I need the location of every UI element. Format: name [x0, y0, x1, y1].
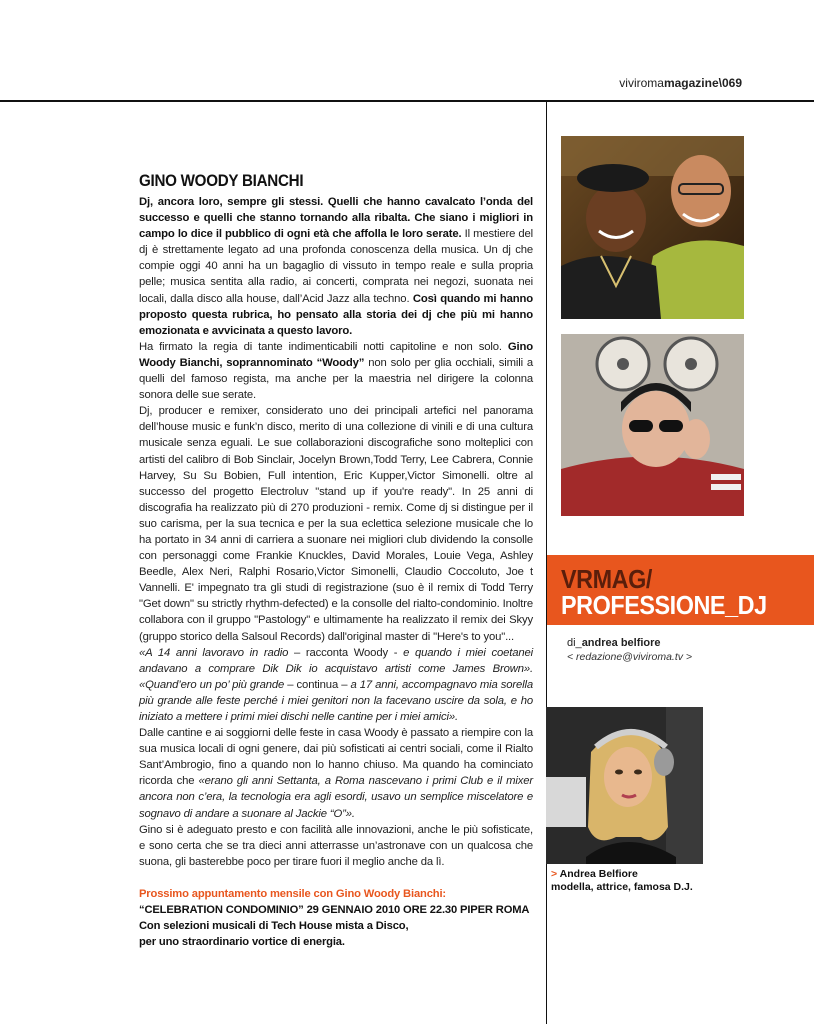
article	[139, 172, 533, 950]
banner-line-2: PROFESSIONE_DJ	[561, 590, 767, 620]
photo-author-headphones	[546, 707, 703, 864]
promo-heading: Prossimo appuntamento mensile con Gino Woody Bianchi:	[139, 887, 446, 900]
column-banner	[547, 555, 814, 625]
author-email: < redazione@viviroma.tv >	[567, 651, 693, 663]
banner-line-1: VRMAG/	[561, 564, 652, 594]
quote-2: e quando i miei coetanei andavano a comprare Dik Dik io acquistavo artisti come James Brown». «Quand’ero un po’ più grande	[139, 646, 533, 691]
article-paragraph-4	[139, 645, 533, 725]
promo-line-3: per uno straordinario vortice di energia.	[139, 935, 345, 948]
byline-prefix: di_	[567, 637, 582, 649]
quote-4: «erano gli anni Settanta, a Roma nascevano i primi Club e il mixer ancora non c’era, la tecnologia era agli esordi, usavo un semplice miscelatore e sognavo di andare a suonare al Jackie “O”».	[139, 775, 533, 820]
quote-1: «A 14 anni lavoravo in radio	[139, 646, 289, 659]
article-paragraph-2	[139, 339, 533, 403]
p5-text: Dalle cantine e ai soggiorni delle feste in casa Woody è passato a riempire con la sua musica locali di ogni genere, dai più sofisticati ai centri sociali, come il Rialto Sant’Ambrogio, fino a quando non lo hanno chiuso. Ma quando ha cominciato ricorda che	[139, 727, 533, 788]
article-title: GINO WOODY BIANCHI	[139, 172, 304, 190]
header-magazine: magazine	[663, 76, 719, 90]
photo-caption	[551, 868, 693, 894]
caption-description: modella, attrice, famosa D.J.	[551, 881, 693, 893]
header-prefix: viviroma	[619, 76, 664, 90]
lead-bold: Dj, ancora loro, sempre gli stessi. Quelli che hanno cavalcato l’onda del successo e quelli che stanno tornando alla ribalta. Che siano i migliori in campo lo dice il pubblico di ogni età che affolla le loro serate.	[139, 196, 533, 241]
lead-bold-2: Così quando mi hanno proposto questa rubrica, ho pensato alla storia dei dj che più mi hanno emozionata e avvicinata a questo lavoro.	[139, 292, 533, 337]
p2-text-1: Ha firmato la regia di tante indimenticabili notti capitoline e non solo.	[139, 340, 508, 353]
promo-line-2: Con selezioni musicali di Tech House mista a Disco,	[139, 919, 409, 932]
photo-dj-sunglasses	[561, 334, 744, 516]
photo-two-djs	[561, 136, 744, 319]
p4-text-2: – continua –	[284, 678, 351, 691]
top-divider	[0, 100, 814, 102]
author-name: andrea belfiore	[581, 637, 661, 649]
page-number: \069	[718, 76, 742, 90]
page-header	[619, 76, 742, 90]
article-paragraph-1	[139, 194, 533, 339]
p2-text-2: non solo per glia occhiali, simili a quelli del famoso regista, ma anche per la maestria nel dirigere la colonna sonora delle sue serate.	[139, 356, 533, 402]
author-byline	[567, 636, 692, 664]
caption-name: Andrea Belfiore	[557, 868, 638, 880]
quote-3: a 17 anni, accompagnavo mia sorella più grande alle feste perché i miei genitori non la facevano uscire da sola, e ho iniziato a mettere i primi miei dischi nelle cantine per i miei amici».	[139, 678, 533, 723]
caption-arrow: >	[551, 868, 558, 880]
promo-line-1: “CELEBRATION CONDOMINIO” 29 GENNAIO 2010 ORE 22.30 PIPER ROMA	[139, 903, 530, 916]
p4-text-1: – racconta Woody -	[288, 646, 404, 659]
lead-text: Il mestiere del dj è strettamente legato ad una profonda conoscenza della musica. Un dj che compie oggi 40 anni ha un bagaglio di vissuto in tempo reale e sulla propria pelle; musica sentita alla radio, ai concerti, comprata nei negozi, suonata nei locali, dalla disco alla house, dall’Acid Jazz alla techno.	[139, 228, 533, 305]
article-paragraph-3: Dj, producer e remixer, considerato uno dei principali artefici nel panorama dell’house music e funk’n disco, merito di una collezione di vinili e di una cultura musicale senza eguali. Le sue collaborazioni discografiche sono molteplici con artisti del calibro di Bob Sinclair, Jocelyn Brown,Todd Terry, Lee Cabrera, Connie Harvey, Su Su Bobien, Full intention, Eric Kupper,Victor Simonelli. oltre al successo del progetto Electroluv "stand up if you're ready". In 25 anni di discografia ha realizzato più di 270 produzioni - remix. Come dj si distingue per il suo carisma, per la sua tecnica e per la sua eclettica selezione musicale che lo ha portato in 34 anni di carriera a suonare nei migliori club dividendo la consolle con personaggi come Frankie Knuckles, David Morales, Louie Vega, Ashley Beedle, Alex Neri, Ralphi Rosario,Victor Simonelli, Claudio Coccoluto, Joe t Vannelli. E' impegnato tra gli studi di registrazione (suo è il remix di Todd Terry "Get down" su strictly rhythm-defected) e la consolle del rialto-condominio. Inoltre collabora con il gruppo "Pastology" e ultimamente ha realizzato il remix dei Skyy (gruppo storico della Salsoul Records) dall'original master di "Here's to you"...	[139, 405, 533, 643]
article-paragraph-5	[139, 725, 533, 822]
event-promo	[139, 886, 533, 950]
p2-bold: Gino Woody Bianchi, soprannominato “Woody”	[139, 340, 533, 369]
article-paragraph-6: Gino si è adeguato presto e con facilità alle innovazioni, anche le più sofisticate, e sono certa che se tra dieci anni atterrasse un’astronave con un qualcosa che suona, gli basterebbe poco per tirare fuori il meglio anche da lì.	[139, 823, 533, 868]
